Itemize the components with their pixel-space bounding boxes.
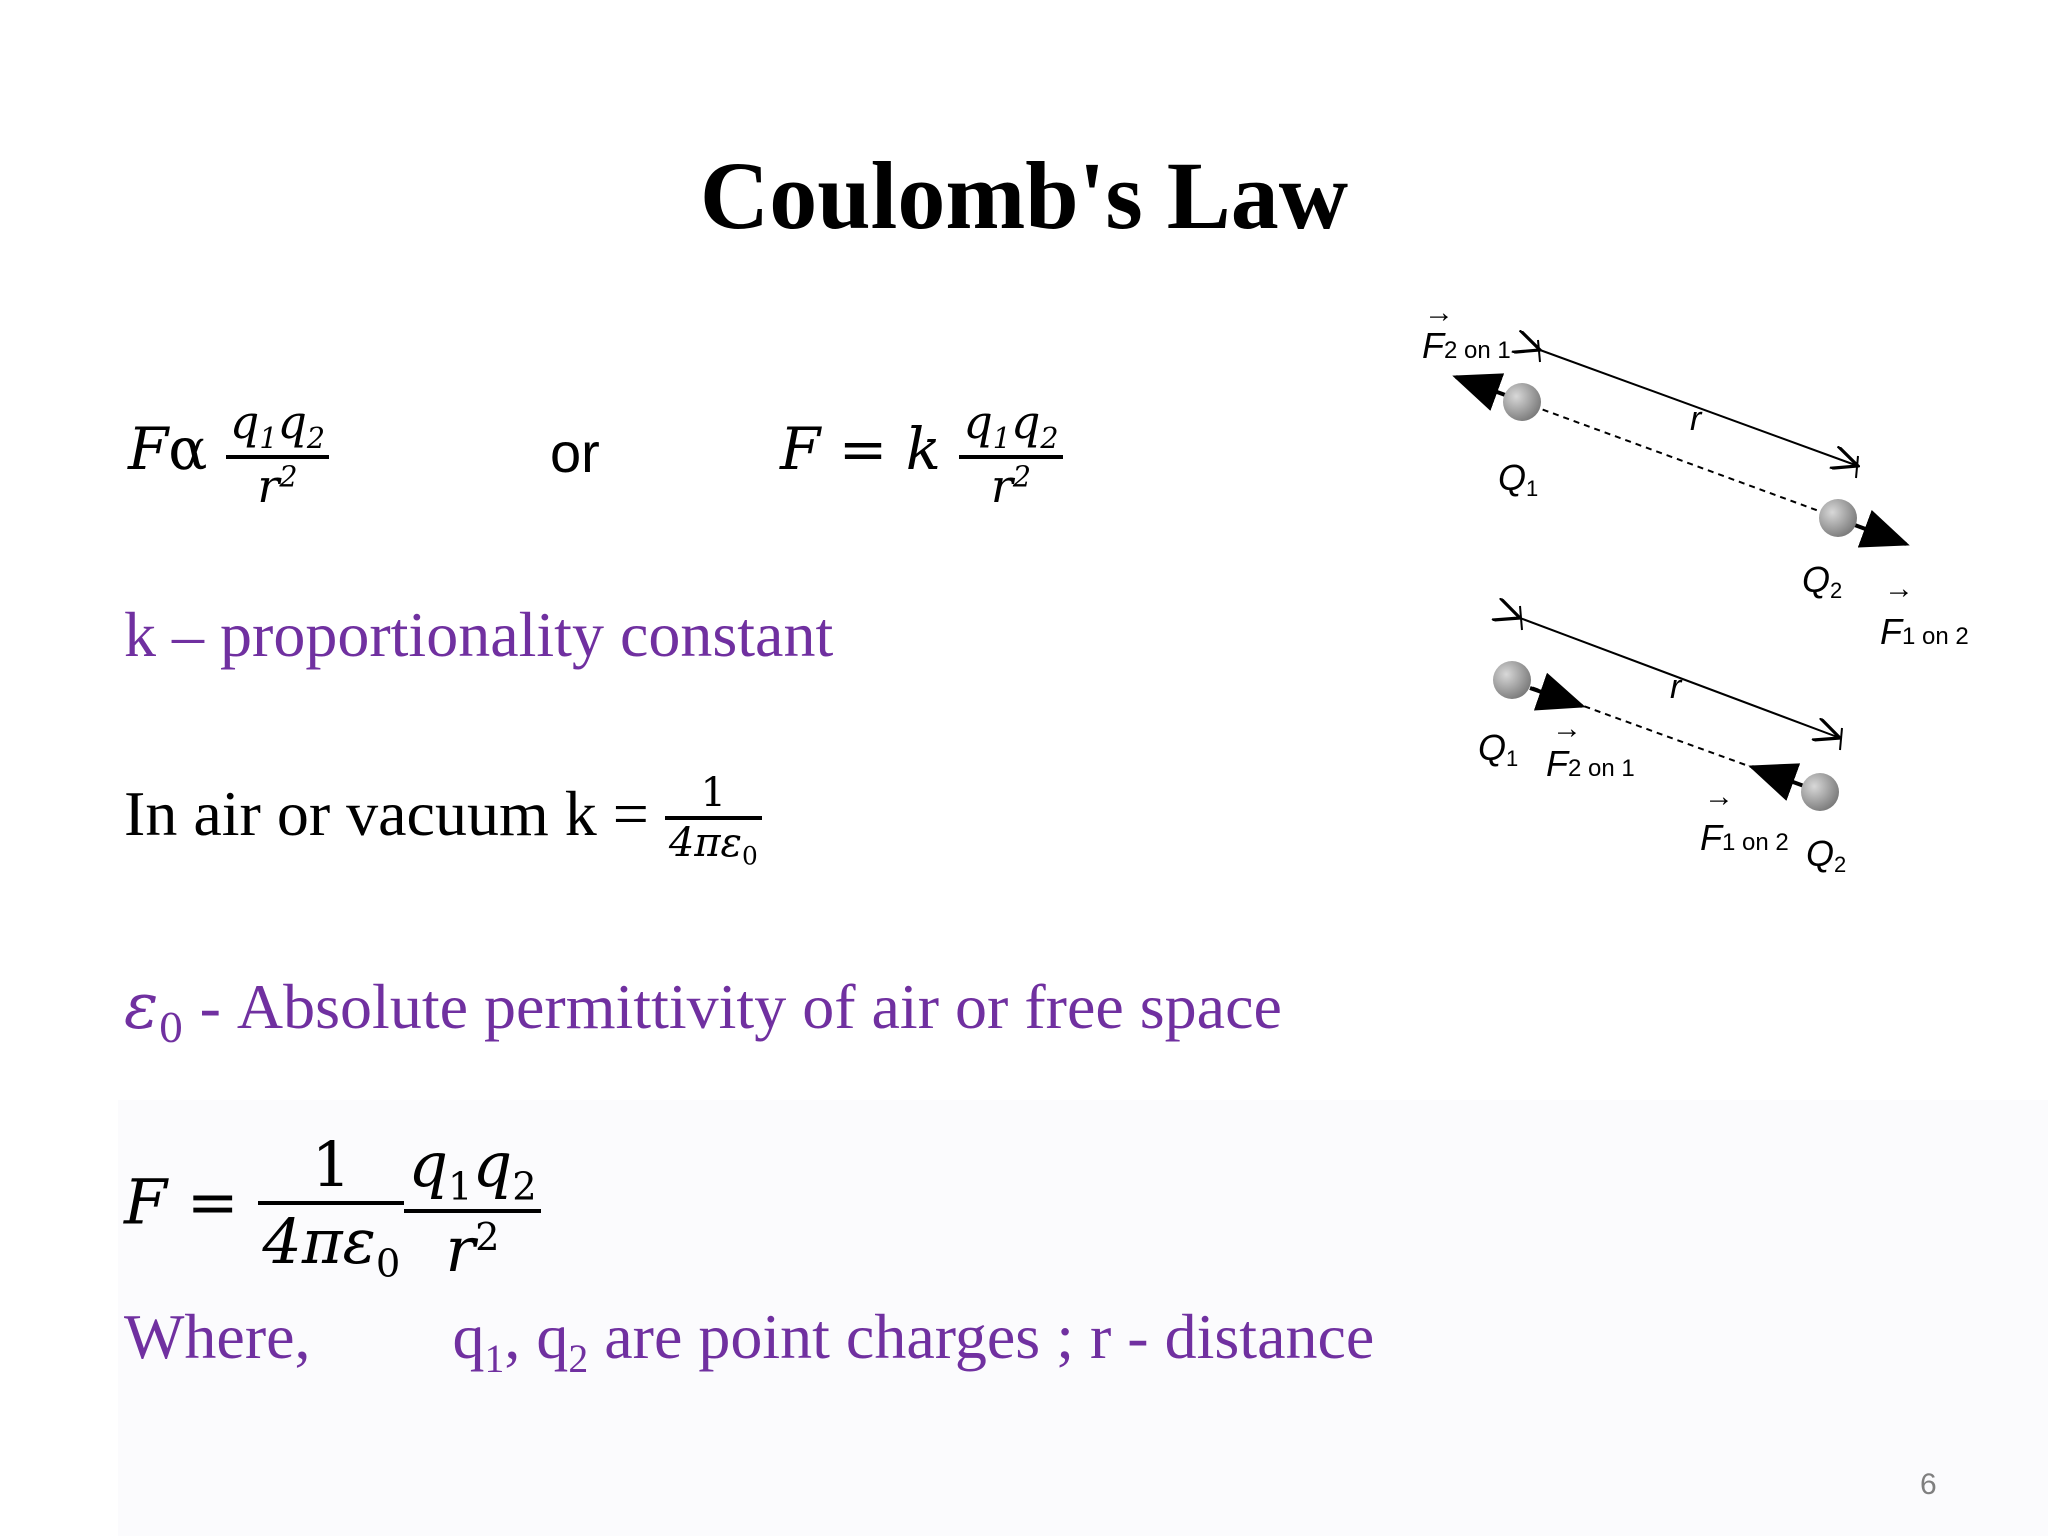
epsilon-symbol: $\varepsilon_0$ <box>124 970 184 1052</box>
repulsion-diagram <box>1422 296 1969 652</box>
vacuum-denominator: $4\pi\varepsilon_0$ <box>668 820 758 871</box>
svg-text:→: → <box>1424 296 1454 329</box>
svg-text:→: → <box>1704 780 1734 813</box>
or-text: or <box>550 421 600 484</box>
bottom-charge-q1 <box>1493 661 1531 699</box>
eq2-numerator: $q_1q_2$ <box>959 395 1062 459</box>
eq3-numerator-charges: $q_1q_2$ <box>404 1128 540 1213</box>
svg-text:→: → <box>1884 572 1914 605</box>
top-f21-label: F2 on 1 <box>1422 325 1511 366</box>
eq2-denominator: $r^2$ <box>990 458 1032 513</box>
eq2-k: k <box>905 415 941 484</box>
k-definition: k – proportionality constant <box>124 599 834 670</box>
bottom-q2-label: Q2 <box>1806 833 1847 877</box>
eq1-lhs: F <box>128 415 169 484</box>
eq3-lhs: F <box>124 1165 168 1239</box>
page-number: 6 <box>1920 1468 1937 1501</box>
bottom-charge-q2 <box>1801 773 1839 811</box>
eq3-equals: = <box>186 1165 239 1239</box>
top-dashed-line <box>1522 402 1838 518</box>
bottom-force-arrow-q1 <box>1530 688 1582 706</box>
top-force-arrow-right <box>1852 524 1906 544</box>
vacuum-numerator: 1 <box>665 770 762 820</box>
top-charge-q1 <box>1503 383 1541 421</box>
eq1-denominator: $r^2$ <box>257 458 298 513</box>
svg-text:→: → <box>1552 712 1582 745</box>
permittivity-text: - Absolute permittivity of air or free space <box>183 971 1282 1042</box>
bottom-f21-label: F2 on 1 <box>1546 743 1635 784</box>
top-q2-label: Q2 <box>1802 559 1843 603</box>
attraction-diagram <box>1478 606 1846 877</box>
eq2-equals: = <box>838 415 888 484</box>
where-label: Where, <box>124 1301 311 1372</box>
eq1-numerator: $q_1q_2$ <box>226 395 329 459</box>
eq1-relation: α <box>168 415 208 484</box>
eq3-denominator-four-pi-eps: $4\pi\varepsilon_0$ <box>262 1205 401 1287</box>
vacuum-text: In air or vacuum k = <box>124 778 649 850</box>
top-force-arrow-left <box>1456 377 1508 396</box>
slide-title: Coulomb's Law <box>699 142 1349 249</box>
eq2-lhs: F <box>780 415 821 484</box>
where-charges: $q_1$, $q_2$ are point charges ; r - distance <box>452 1301 1375 1381</box>
bottom-force-arrow-q2 <box>1752 767 1804 786</box>
eq3-denominator-r-squared: $r^2$ <box>445 1213 500 1287</box>
bottom-f12-label: F1 on 2 <box>1700 817 1789 858</box>
top-f12-label: F1 on 2 <box>1880 611 1969 652</box>
top-charge-q2 <box>1819 499 1857 537</box>
top-r-label: r <box>1690 400 1702 438</box>
top-q1-label: Q1 <box>1498 457 1539 501</box>
bottom-q1-label: Q1 <box>1478 727 1519 771</box>
eq3-numerator-one: 1 <box>258 1128 404 1205</box>
bottom-r-label: r <box>1670 668 1682 706</box>
